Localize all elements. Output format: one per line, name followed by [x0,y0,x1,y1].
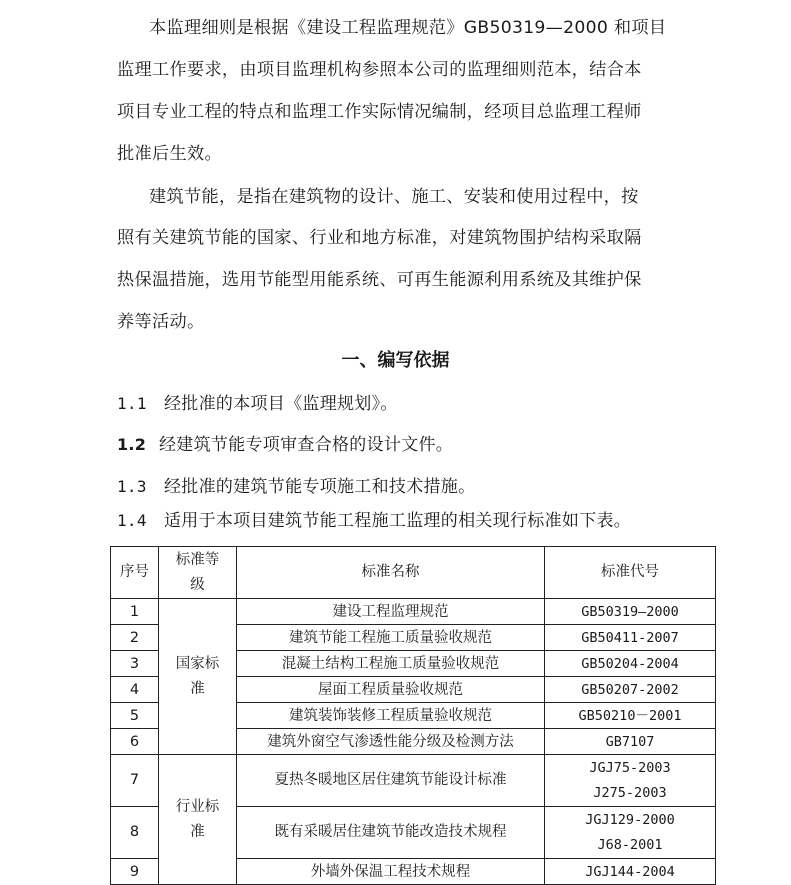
standard-code: GB7107 [545,729,716,755]
standard-name: 混凝土结构工程施工质量验收规范 [237,651,545,677]
standard-name: 夏热冬暖地区居住建筑节能设计标准 [237,755,545,807]
table-row [111,755,716,807]
text-line: 热保温措施，选用节能型用能系统、可再生能源利用系统及其维护保 [117,270,642,290]
code-line: J275-2003 [593,784,667,801]
table-row [111,599,716,625]
table-header-row [111,547,716,599]
standards-table [110,546,716,885]
standard-name: 外墙外保温工程技术规程 [237,859,545,885]
code-line: J68-2001 [597,836,663,853]
standard-name: 建筑外窗空气渗透性能分级及检测方法 [237,729,545,755]
list-item [117,430,453,455]
grade-line: 准 [190,680,205,697]
row-number: 4 [111,677,159,703]
text-line: 养等活动。 [117,312,205,332]
standard-code: GB50319—2000 [545,599,716,625]
standard-name: 建设工程监理规范 [237,599,545,625]
text-line: 本监理细则是根据《建设工程监理规范》GB50319—2000 和项目 [149,18,667,38]
text-line: 照有关建筑节能的国家、行业和地方标准，对建筑物围护结构采取隔 [117,228,642,248]
grade-line: 行业标 [175,798,220,815]
code-line: JGJ129-2000 [585,811,675,828]
item-text: 经建筑节能专项审查合格的设计文件。 [159,435,454,455]
standard-code: GB50207-2002 [545,677,716,703]
standard-code [545,755,716,807]
row-number: 9 [111,859,159,885]
grade-line: 准 [190,823,205,840]
list-item [117,389,398,414]
row-number: 1 [111,599,159,625]
standard-code: GB50204-2004 [545,651,716,677]
grade-line: 国家标 [175,655,220,672]
item-number: 1.4 [117,511,147,530]
item-number: 1.1 [117,394,147,413]
list-item [117,506,631,531]
header-number: 序号 [111,547,159,599]
header-grade-line: 标准等 [175,551,220,568]
standard-code: GB50411-2007 [545,625,716,651]
row-number: 3 [111,651,159,677]
item-text: 经批准的建筑节能专项施工和技术措施。 [164,477,476,497]
header-code: 标准代号 [545,547,716,599]
item-text: 适用于本项目建筑节能工程施工监理的相关现行标准如下表。 [164,511,632,531]
row-number: 7 [111,755,159,807]
row-number: 5 [111,703,159,729]
standard-code [545,807,716,859]
code-line: JGJ75-2003 [589,759,671,776]
standard-name: 建筑节能工程施工质量验收规范 [237,625,545,651]
item-text: 经批准的本项目《监理规划》。 [164,394,398,414]
header-name: 标准名称 [237,547,545,599]
row-number: 6 [111,729,159,755]
list-item [117,472,475,497]
standard-code: JGJ144-2004 [545,859,716,885]
header-grade-line: 级 [190,576,205,593]
row-number: 2 [111,625,159,651]
text-line: 项目专业工程的特点和监理工作实际情况编制，经项目总监理工程师 [117,102,642,122]
text-line: 建筑节能，是指在建筑物的设计、施工、安装和使用过程中，按 [149,187,639,207]
section-heading: 一、编写依据 [341,350,450,371]
standard-name: 建筑装饰装修工程质量验收规范 [237,703,545,729]
row-number: 8 [111,807,159,859]
item-number: 1.2 [117,435,147,454]
standard-code: GB50210－2001 [545,703,716,729]
item-number: 1.3 [117,477,147,496]
header-grade [159,547,237,599]
standard-name: 既有采暖居住建筑节能改造技术规程 [237,807,545,859]
text-line: 监理工作要求，由项目监理机构参照本公司的监理细则范本，结合本 [117,60,642,80]
grade-cell-national [159,599,237,755]
grade-cell-industry [159,755,237,885]
text-line: 批准后生效。 [117,144,222,164]
standard-name: 屋面工程质量验收规范 [237,677,545,703]
